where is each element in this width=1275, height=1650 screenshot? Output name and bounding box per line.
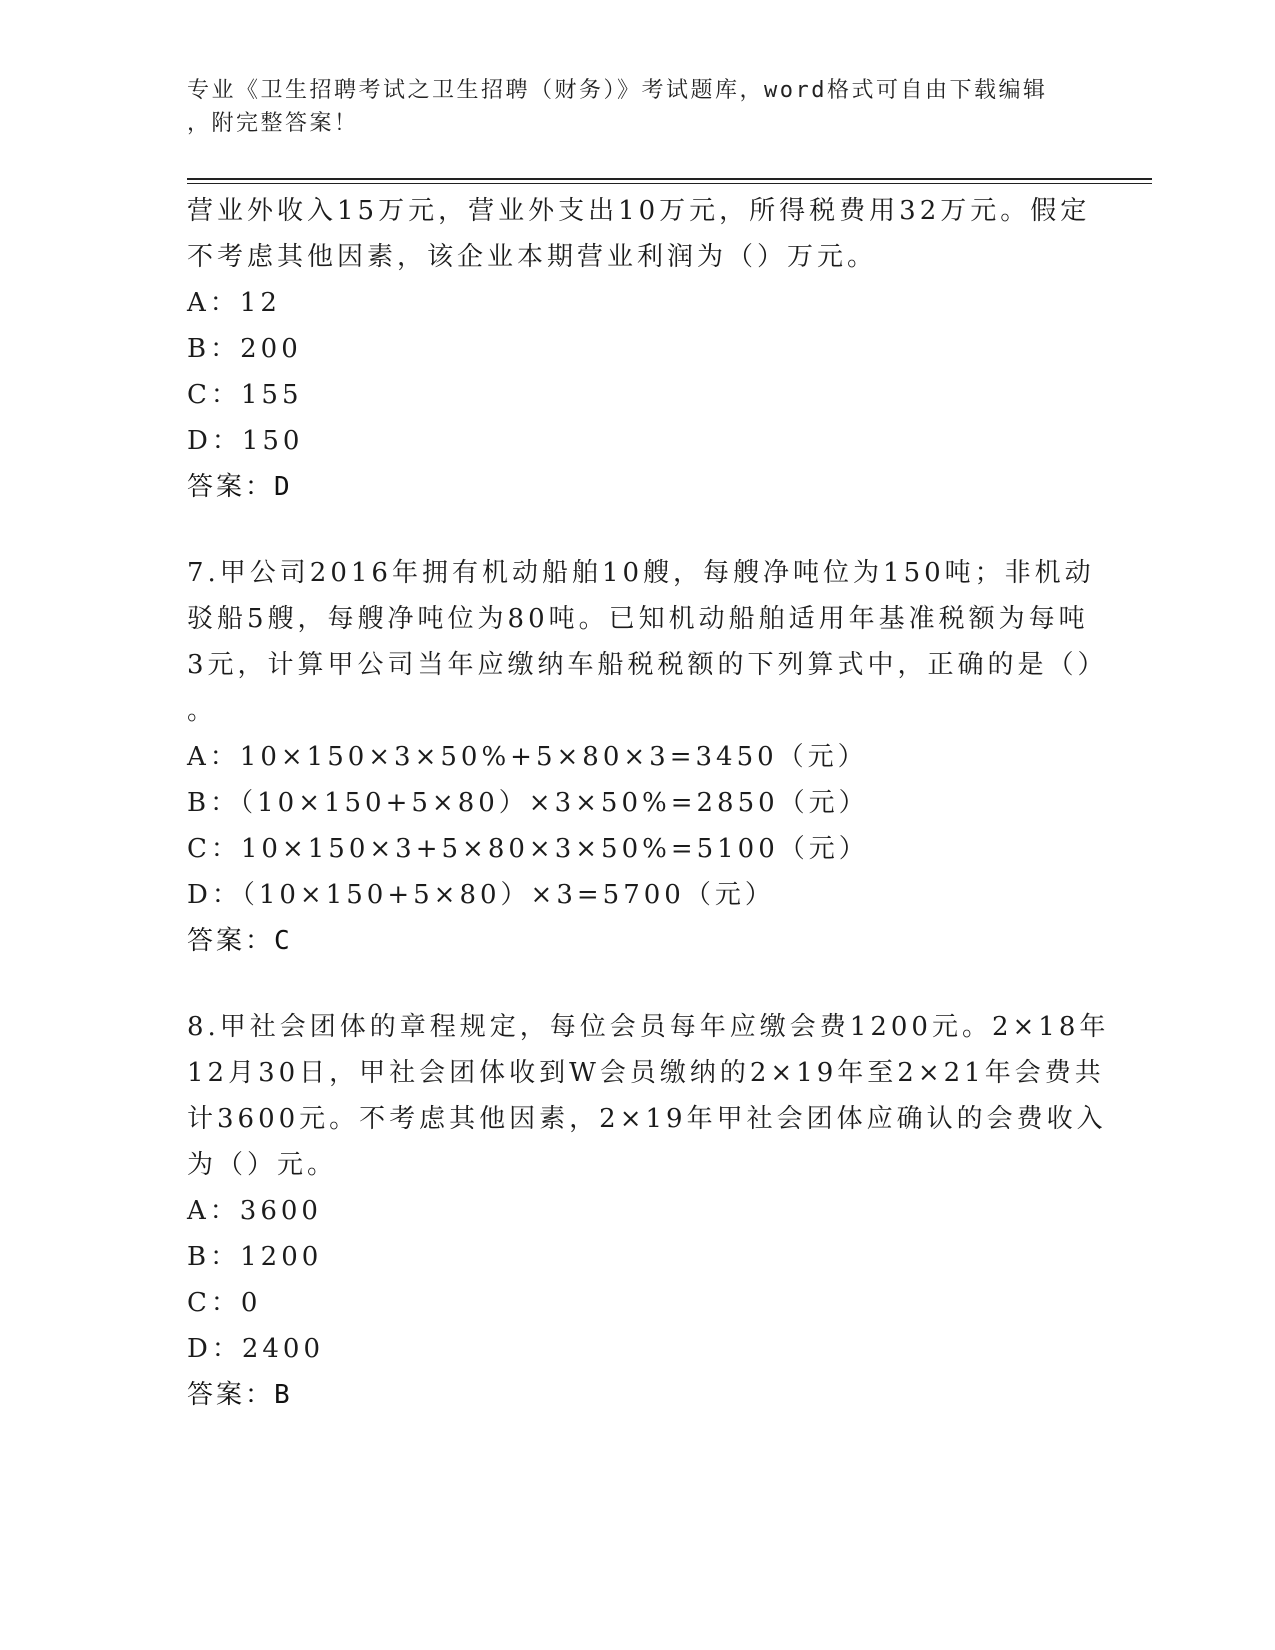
question-stem-line: 为（）元。 bbox=[187, 1150, 338, 1180]
question-6 bbox=[187, 188, 1091, 510]
question-stem-line: 不考虑其他因素，该企业本期营业利润为（）万元。 bbox=[187, 242, 878, 272]
header-line-1: 专业《卫生招聘考试之卫生招聘（财务）》考试题库，word格式可自由下载编辑 bbox=[187, 78, 1048, 103]
option-c: C：0 bbox=[187, 1288, 262, 1318]
option-d: D：2400 bbox=[187, 1334, 325, 1364]
question-stem-line: 12月30日，甲社会团体收到W会员缴纳的2×19年至2×21年会费共 bbox=[187, 1058, 1105, 1088]
option-d: D：150 bbox=[187, 426, 304, 456]
option-b: B：1200 bbox=[187, 1242, 323, 1272]
question-stem-line: 驳船5艘，每艘净吨位为80吨。已知机动船舶适用年基准税额为每吨 bbox=[187, 604, 1089, 634]
option-d: D：（10×150+5×80）×3=5700（元） bbox=[187, 880, 775, 910]
document-header bbox=[187, 74, 1067, 140]
question-stem-line: 8.甲社会团体的章程规定，每位会员每年应缴会费1200元。2×18年 bbox=[187, 1012, 1110, 1042]
option-b: B：（10×150+5×80）×3×50%=2850（元） bbox=[187, 788, 869, 818]
question-stem-line: 3元，计算甲公司当年应缴纳车船税税额的下列算式中，正确的是（） bbox=[187, 650, 1108, 680]
option-a: A：12 bbox=[187, 288, 281, 318]
header-rule-thin bbox=[187, 183, 1152, 184]
header-rule-thick bbox=[187, 178, 1152, 180]
answer-line: 答案：D bbox=[187, 472, 293, 502]
answer-line: 答案：C bbox=[187, 926, 293, 956]
question-stem-line: 7.甲公司2016年拥有机动船舶10艘，每艘净吨位为150吨；非机动 bbox=[187, 558, 1095, 588]
question-7 bbox=[187, 550, 1108, 964]
question-stem-line: 营业外收入15万元，营业外支出10万元，所得税费用32万元。假定 bbox=[187, 196, 1091, 226]
option-a: A：3600 bbox=[187, 1196, 322, 1226]
option-a: A：10×150×3×50%+5×80×3=3450（元） bbox=[187, 742, 868, 772]
header-line-2: ，附完整答案！ bbox=[187, 111, 359, 136]
option-c: C：10×150×3+5×80×3×50%=5100（元） bbox=[187, 834, 869, 864]
option-c: C：155 bbox=[187, 380, 303, 410]
option-b: B：200 bbox=[187, 334, 302, 364]
answer-line: 答案：B bbox=[187, 1380, 293, 1410]
question-stem-line: 计3600元。不考虑其他因素，2×19年甲社会团体应确认的会费收入 bbox=[187, 1104, 1107, 1134]
question-8 bbox=[187, 1004, 1110, 1418]
question-stem-line: 。 bbox=[187, 696, 218, 726]
